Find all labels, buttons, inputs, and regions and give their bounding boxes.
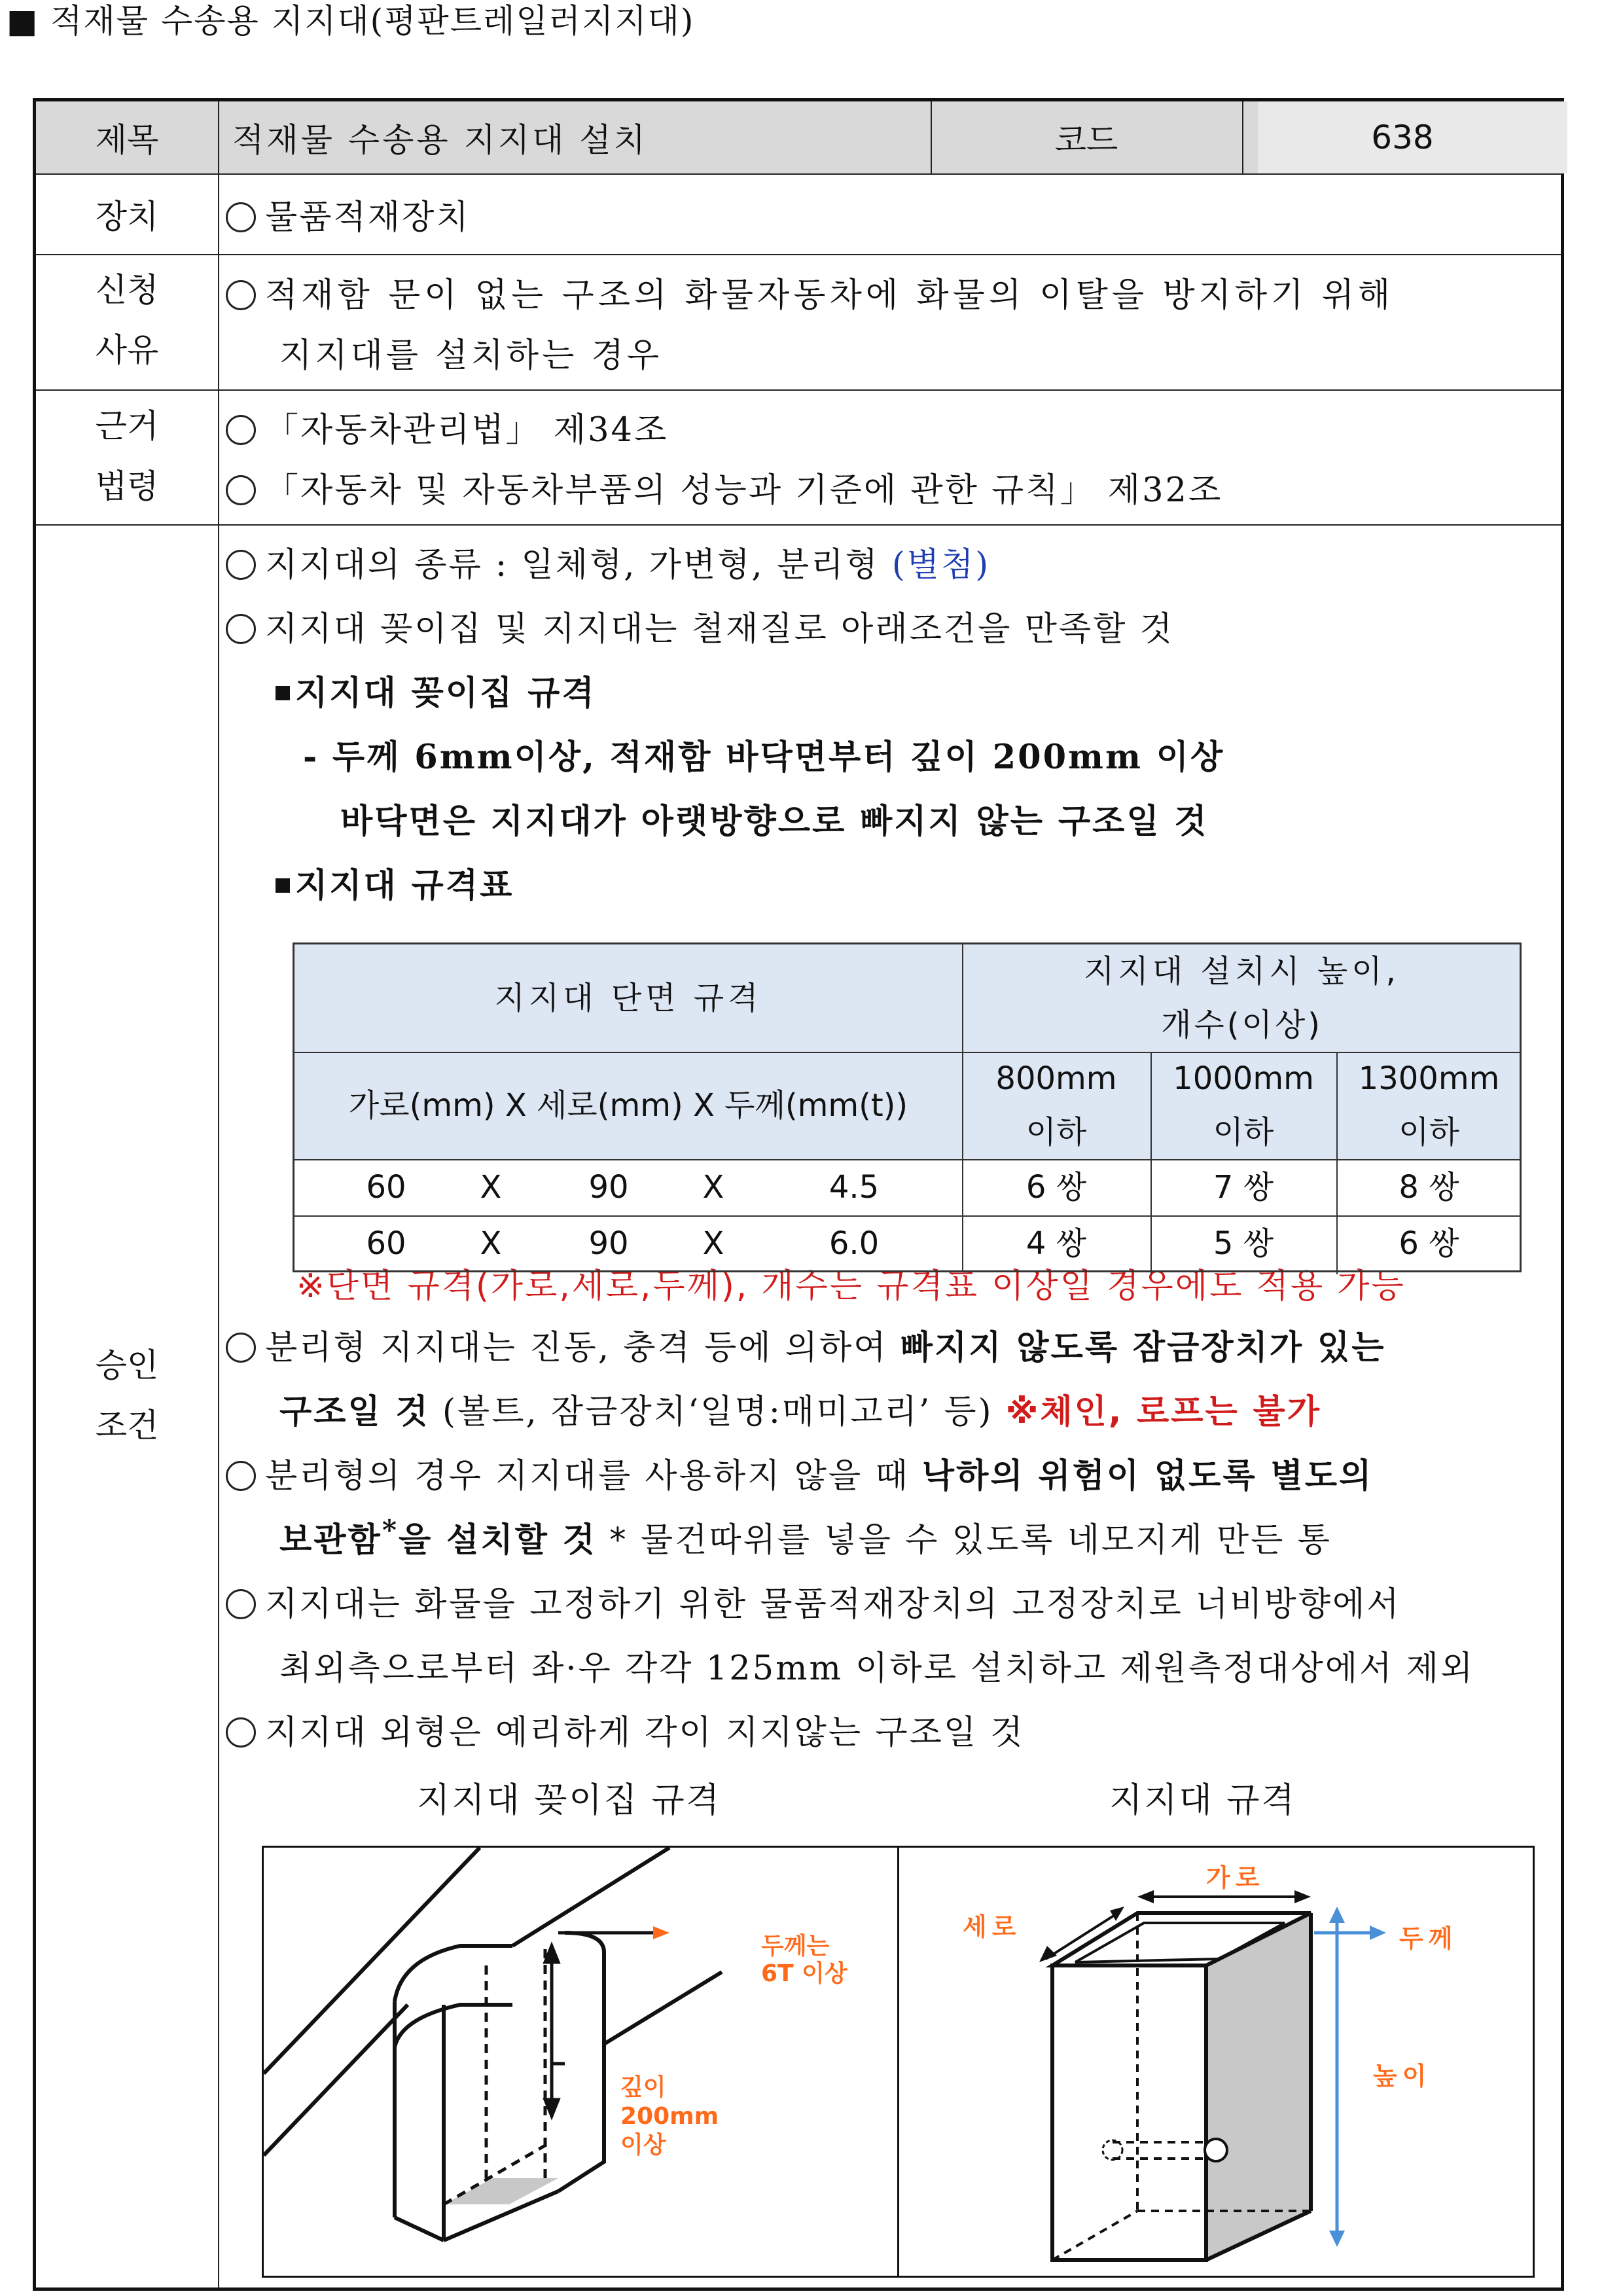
condition-5-line-2: 최외측으로부터 좌·우 각각 125mm 이하로 설치하고 제원측정대상에서 제외 — [279, 1649, 1475, 1688]
diagram-right-title: 지지대 규격 — [1109, 1781, 1296, 1820]
condition-6: 지지대 외형은 예리하게 각이 지지않는 구조일 것 — [226, 1705, 1025, 1753]
sub-title-socket: 지지대 꽂이집 규격 — [276, 666, 596, 714]
bullet-circle-icon — [226, 1333, 256, 1363]
row2-height: 90 — [588, 1225, 629, 1262]
column-divider — [218, 101, 219, 2289]
row1-thickness: 4.5 — [829, 1169, 880, 1206]
socket-spec-line-1: - 두께 6mm이상, 적재함 바닥면부터 깊이 200mm 이상 — [303, 738, 1225, 777]
reason-label-2: 사유 — [95, 331, 159, 369]
socket-diagram — [264, 1848, 895, 2276]
bullet-circle-icon — [226, 202, 256, 232]
row1-height: 90 — [588, 1169, 629, 1206]
bullet-square-icon — [276, 878, 290, 893]
socket-spec-line-2: 바닥면은 지지대가 아랫방향으로 빠지지 않는 구조일 것 — [340, 802, 1209, 841]
row1-width: 60 — [366, 1169, 406, 1206]
approval-label-2: 조건 — [95, 1407, 159, 1444]
device-value: 물품적재장치 — [226, 190, 471, 238]
spec-head-right-1: 지지대 설치시 높이, — [1084, 953, 1400, 990]
row1-count-2: 7 쌍 — [1213, 1169, 1274, 1206]
diagram-left-title: 지지대 꽂이집 규격 — [417, 1781, 721, 1820]
row2-count-2: 5 쌍 — [1213, 1225, 1274, 1262]
law-line-1: 「자동차관리법」 제34조 — [226, 403, 668, 451]
approval-label-1: 승인 — [95, 1346, 159, 1384]
law-line-2: 「자동차 및 자동차부품의 성능과 기준에 관한 규칙」 제32조 — [226, 463, 1222, 511]
row2-times-2: X — [702, 1225, 724, 1262]
condition-3-line-1: 분리형 지지대는 진동, 충격 등에 의하여 빠지지 않도록 잠금장치가 있는 — [226, 1320, 1385, 1369]
approval-table — [33, 98, 1564, 2291]
row2-width: 60 — [366, 1225, 406, 1262]
spec-table — [293, 942, 1522, 1272]
row-divider — [36, 254, 1561, 255]
law-label-1: 근거 — [95, 407, 159, 445]
height-col-1-l2: 이하 — [1026, 1114, 1087, 1151]
bullet-circle-icon — [226, 475, 256, 505]
socket-thickness-label: 두께는 6T 이상 — [761, 1933, 847, 1987]
height-col-2-l1: 1000mm — [1173, 1060, 1314, 1097]
diagram-divider — [897, 1848, 899, 2276]
row2-times-1: X — [480, 1225, 502, 1262]
condition-3-line-2: 구조일 것 (볼트, 잠금장치‘일명:매미고리’ 등) ※체인, 로프는 불가 — [279, 1392, 1322, 1431]
title-label: 제목 — [95, 121, 159, 159]
code-label: 코드 — [1054, 121, 1118, 159]
row-divider — [36, 524, 1561, 526]
reason-line-1: 적재함 문이 없는 구조의 화물자동차에 화물의 이탈을 방지하기 위해 — [226, 268, 1394, 316]
row-divider — [36, 173, 1561, 175]
support-thickness-label: 두께 — [1399, 1924, 1458, 1953]
spec-note: ※단면 규격(가로,세로,두께), 개수는 규격표 이상일 경우에도 적용 가능 — [296, 1267, 1406, 1306]
condition-4-line-1: 분리형의 경우 지지대를 사용하지 않을 때 낙하의 위험이 없도록 별도의 — [226, 1448, 1373, 1497]
height-col-2-l2: 이하 — [1213, 1114, 1274, 1151]
row1-count-3: 8 쌍 — [1399, 1169, 1459, 1206]
spec-head-right-2: 개수(이상) — [1161, 1007, 1323, 1043]
document-heading: ■ 적재물 수송용 지지대(평판트레일러지지대) — [7, 2, 695, 40]
diagram-box — [262, 1846, 1535, 2278]
row2-count-1: 4 쌍 — [1026, 1225, 1087, 1262]
spec-head-left: 지지대 단면 규격 — [494, 980, 762, 1016]
height-col-3-l2: 이하 — [1399, 1114, 1459, 1151]
bullet-circle-icon — [226, 614, 256, 644]
condition-5-line-1: 지지대는 화물을 고정하기 위한 물품적재장치의 고정장치로 너비방향에서 — [226, 1577, 1401, 1625]
row1-times-2: X — [702, 1169, 724, 1206]
bullet-circle-icon — [226, 415, 256, 445]
bullet-circle-icon — [226, 280, 256, 310]
row1-times-1: X — [480, 1169, 502, 1206]
row2-thickness: 6.0 — [829, 1225, 880, 1262]
reason-line-2: 지지대를 설치하는 경우 — [279, 336, 663, 375]
reason-label-1: 신청 — [95, 271, 159, 309]
bullet-circle-icon — [226, 1589, 256, 1619]
row2-count-3: 6 쌍 — [1399, 1225, 1459, 1262]
device-label: 장치 — [95, 197, 159, 236]
row-divider — [36, 389, 1561, 391]
row1-count-1: 6 쌍 — [1026, 1169, 1087, 1206]
title-value: 적재물 수송용 지지대 설치 — [232, 121, 648, 159]
condition-4-line-2: 보관함*을 설치할 것 * 물건따위를 넣을 수 있도록 네모지게 만든 통 — [279, 1514, 1332, 1560]
condition-1: 지지대의 종류 : 일체형, 가변형, 분리형 (별첨) — [226, 537, 990, 586]
bullet-circle-icon — [226, 1717, 256, 1748]
support-height-label: 높이 — [1373, 2062, 1432, 2090]
bullet-square-icon — [276, 686, 290, 700]
support-length-label: 세로 — [963, 1912, 1022, 1941]
sub-title-spec-table: 지지대 규격표 — [276, 858, 514, 906]
bullet-circle-icon — [226, 550, 256, 580]
height-col-3-l1: 1300mm — [1358, 1060, 1500, 1097]
condition-2: 지지대 꽂이집 및 지지대는 철재질로 아래조건을 만족할 것 — [226, 601, 1174, 650]
socket-depth-label: 깊이 200mm 이상 — [620, 2074, 719, 2159]
support-width-label: 가로 — [1206, 1863, 1265, 1892]
code-value: 638 — [1371, 118, 1434, 156]
law-label-2: 법령 — [95, 467, 159, 505]
height-col-1-l1: 800mm — [995, 1060, 1117, 1097]
spec-sub-left: 가로(mm) X 세로(mm) X 두께(mm(t)) — [348, 1087, 908, 1124]
bullet-circle-icon — [226, 1461, 256, 1491]
